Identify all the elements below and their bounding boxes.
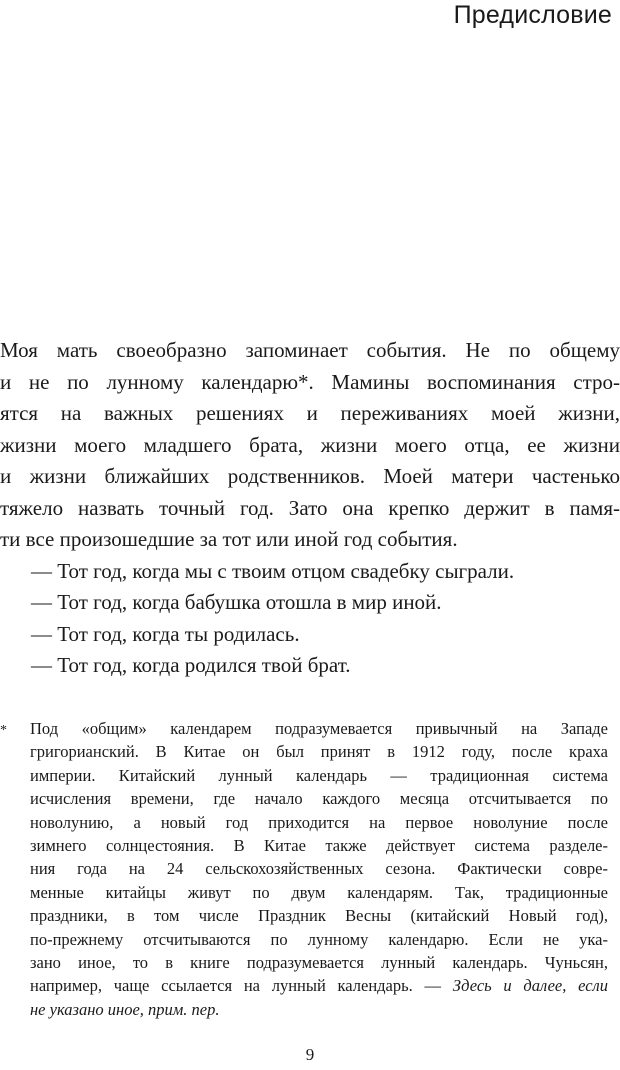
text-line: ятся на важных решениях и переживаниях моей жизни, [0, 401, 620, 425]
footnote-line: ния года на 24 сельскохозяйственных сезона. Фактически совре- [30, 859, 608, 879]
footnote-line: империи. Китайский лунный календарь — традиционная система [30, 765, 608, 785]
footnote-italic-text: не указано иное, прим. пер. [30, 999, 220, 1019]
dialog-line: — Тот год, когда ты родилась. [31, 621, 300, 646]
dialog-line: — Тот год, когда бабушка отошла в мир иной. [31, 590, 442, 614]
footnote-line: менные китайцы живут по двум календарям. Так, традиционные [30, 882, 608, 902]
footnote-italic-text: Здесь и далее, если [452, 976, 608, 996]
footnote-line: исчисления времени, где начало каждого месяца отсчитывается по [30, 789, 608, 809]
footnote [0, 717, 620, 1021]
footnote-text: например, чаще ссылается на лунный календарь. — [30, 976, 453, 996]
footnote-line [30, 974, 608, 997]
footnote-line: григорианский. В Китае он был принят в 1912 году, после краха [30, 742, 608, 762]
dialog-line: — Тот год, когда родился твой брат. [31, 653, 351, 677]
text-line: Моя мать своеобразно запоминает события. Не по общему [0, 338, 620, 362]
footnote-line [30, 998, 608, 1021]
text-line: жизни моего младшего брата, жизни моего отца, ее жизни [0, 432, 620, 457]
text-line: тяжело назвать точный год. Зато она крепко держит в памя- [0, 495, 620, 520]
main-text [0, 335, 620, 682]
footnote-line: Под «общим» календарем подразумевается привычный на Западе [30, 719, 608, 738]
dialog-line: — Тот год, когда мы с твоим отцом свадебку сыграли. [31, 558, 515, 583]
footnote-line: по-прежнему отсчитываются по лунному календарю. Если не ука- [30, 929, 608, 949]
text-line: и жизни ближайших родственников. Моей матери частенько [0, 464, 620, 488]
footnote-line: праздники, в том числе Праздник Весны (китайский Новый год), [30, 906, 608, 926]
chapter-title: Предисловие [453, 1, 612, 29]
footnote-line: зимнего солнцестояния. В Китае также действует система разделе- [30, 835, 608, 855]
text-line: ти все произошедшие за тот или иной год события. [0, 527, 458, 551]
footnote-line: зано иное, то в книге подразумевается лунный календарь. Чуньсян, [30, 952, 608, 972]
page-number: 9 [305, 1045, 315, 1064]
footnote-marker: * [0, 723, 7, 738]
footnote-line: новолунию, а новый год приходится на первое новолуние после [30, 812, 608, 832]
text-line: и не по лунному календарю*. Мамины воспоминания стро- [0, 369, 620, 394]
footnote-body [30, 717, 608, 1021]
